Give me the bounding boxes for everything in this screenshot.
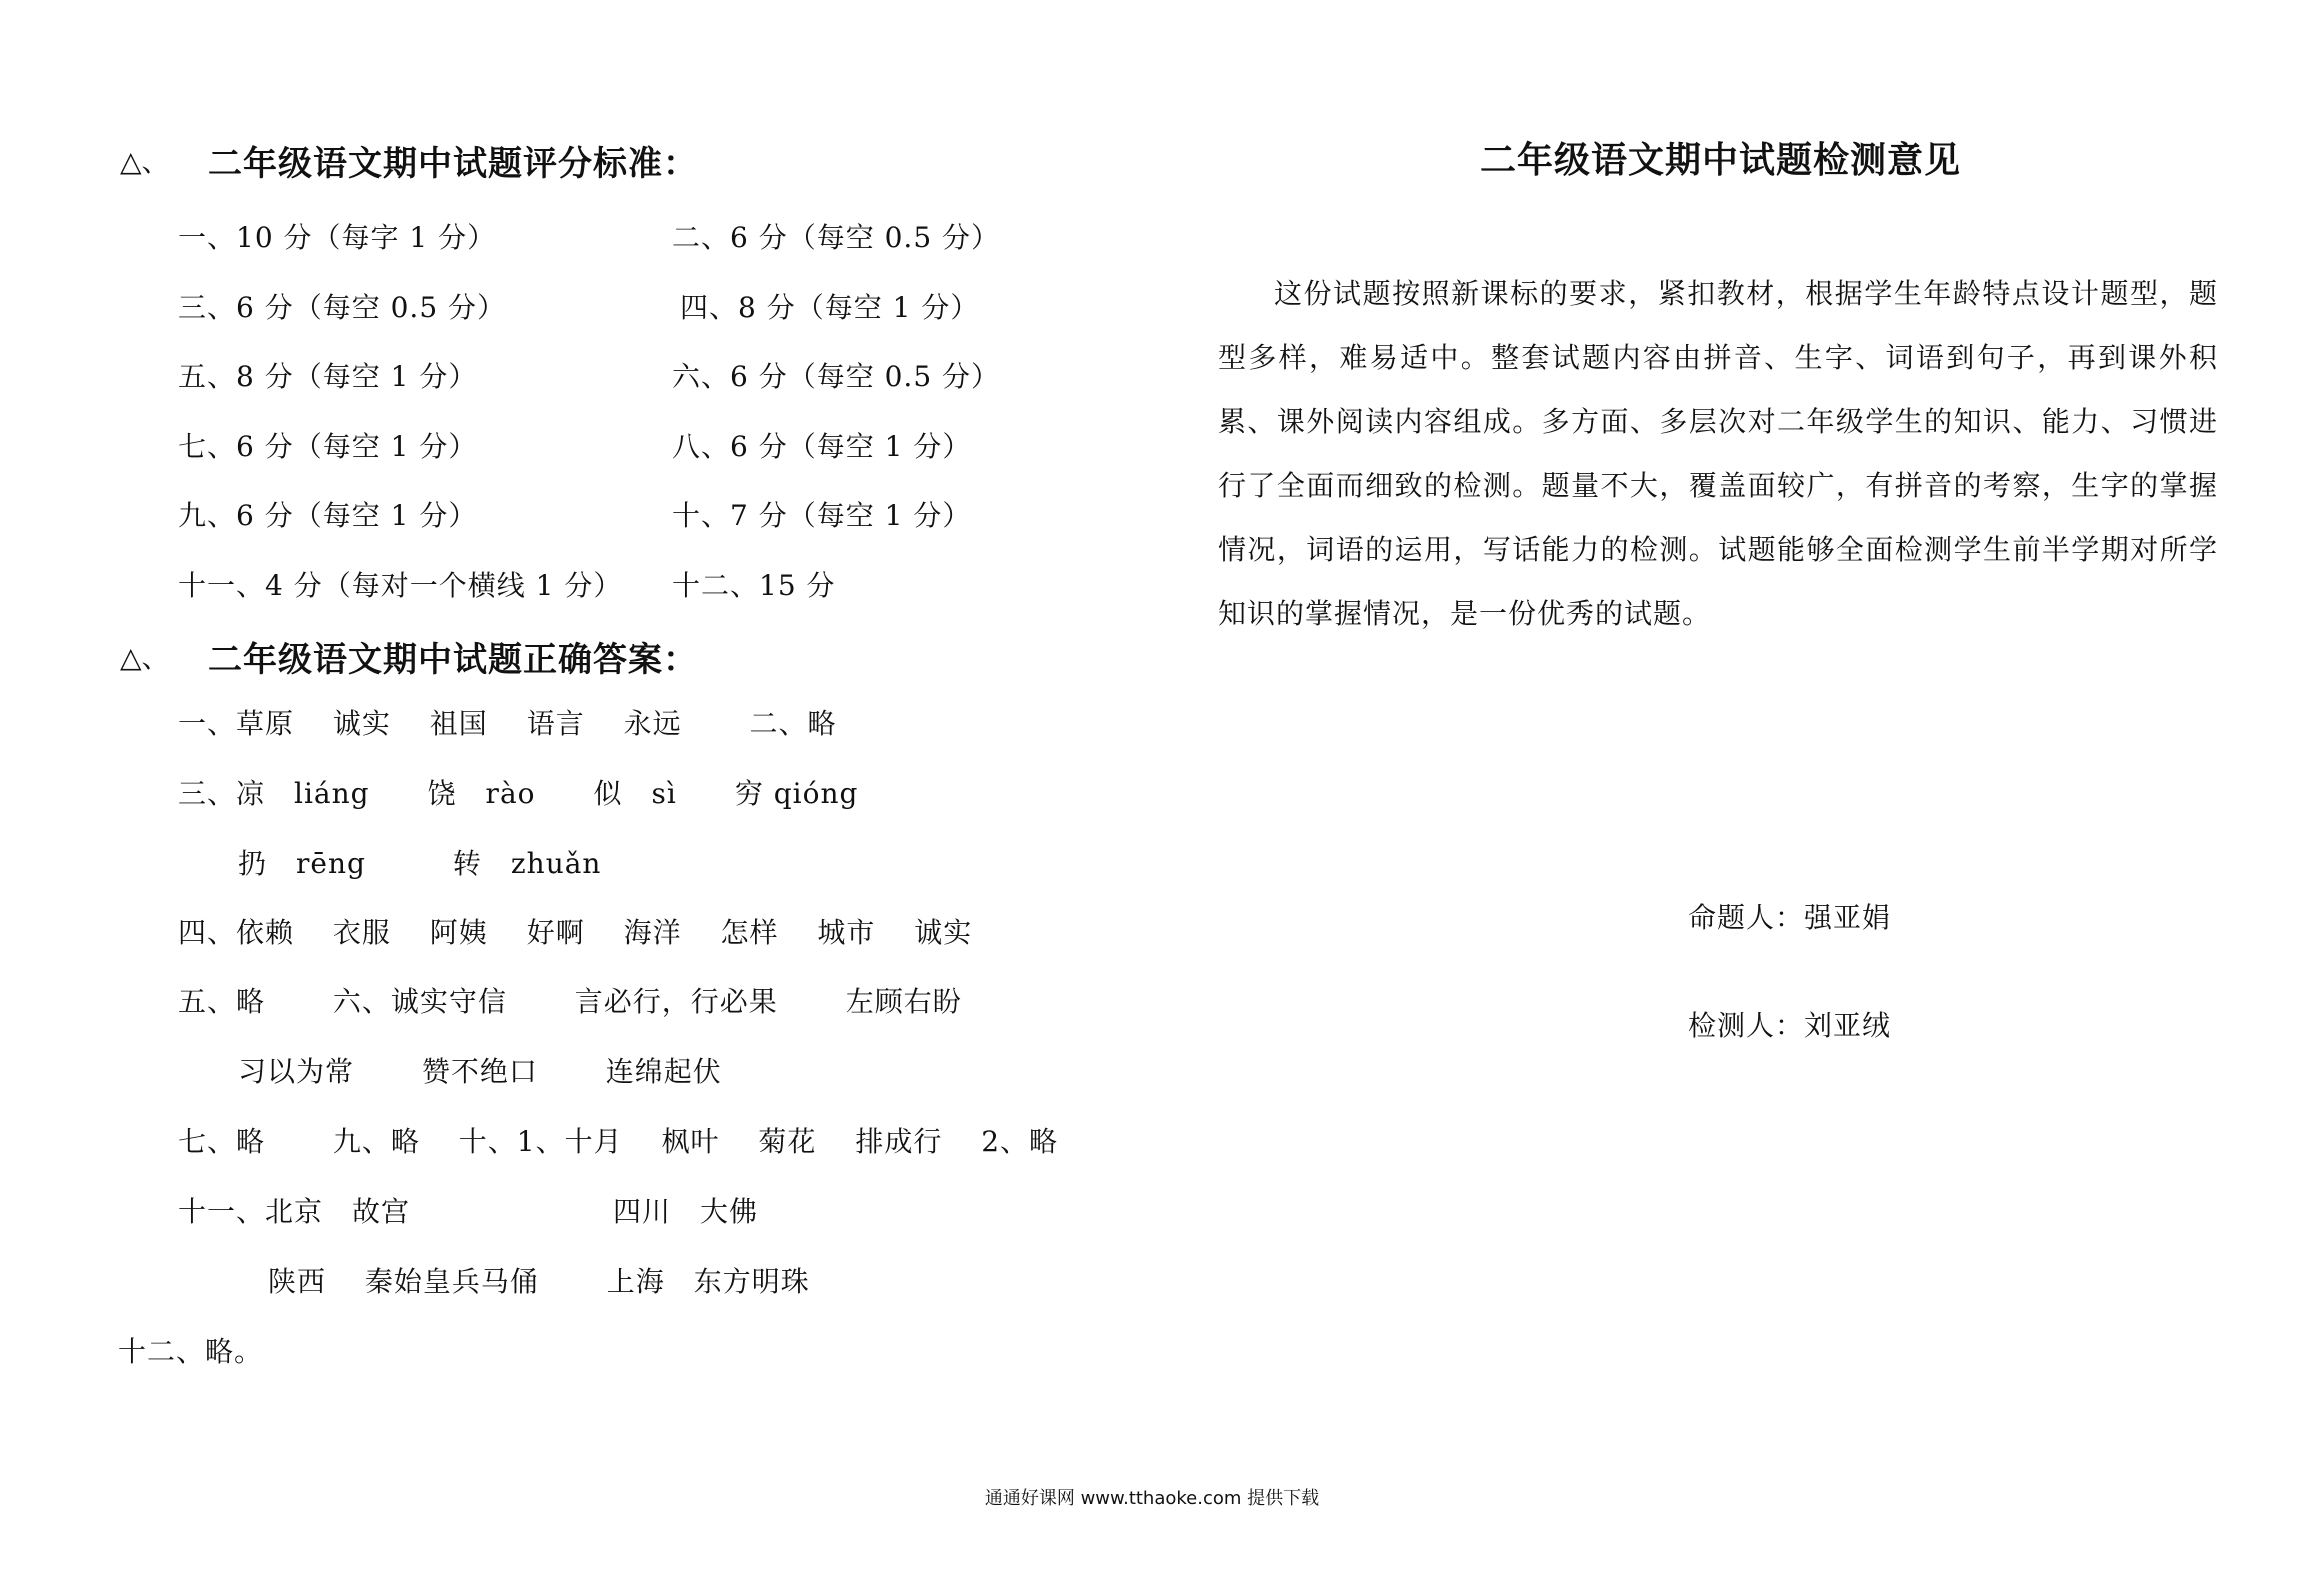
score-item-3: 三、6 分（每空 0.5 分） <box>178 291 507 324</box>
score-item-12: 十二、15 分 <box>672 569 836 602</box>
scoring-standard-heading: 二年级语文期中试题评分标准： <box>208 144 698 184</box>
section1-marker: △、 <box>120 145 170 178</box>
section2-marker: △、 <box>120 641 170 674</box>
score-item-2: 二、6 分（每空 0.5 分） <box>672 221 1001 254</box>
answer-line-11-cont: 陕西 秦始皇兵马俑 上海 东方明珠 <box>268 1265 810 1298</box>
answer-line-3: 三、凉 liáng 饶 rào 似 sì 穷 qióng <box>178 777 859 810</box>
score-item-10: 十、7 分（每空 1 分） <box>672 499 972 532</box>
answer-line-5-6: 五、略 六、诚实守信 言必行，行必果 左顾右盼 <box>178 985 962 1018</box>
score-item-7: 七、6 分（每空 1 分） <box>178 430 478 463</box>
score-item-11: 十一、4 分（每对一个横线 1 分） <box>178 569 623 602</box>
score-item-9: 九、6 分（每空 1 分） <box>178 499 478 532</box>
answer-line-6-cont: 习以为常 赞不绝口 连绵起伏 <box>238 1055 722 1088</box>
answer-line-7-10: 七、略 九、略 十、1、十月 枫叶 菊花 排成行 2、略 <box>178 1125 1059 1158</box>
answer-line-11: 十一、北京 故宫 四川 大佛 <box>178 1195 759 1228</box>
answer-line-1: 一、草原 诚实 祖国 语言 永远 二、略 <box>178 707 837 740</box>
score-item-1: 一、10 分（每字 1 分） <box>178 221 497 254</box>
footer-source: 通通好课网 www.tthaoke.com 提供下载 <box>984 1488 1320 1509</box>
answer-line-3-cont: 扔 rēng 转 zhuǎn <box>238 847 602 880</box>
review-title: 二年级语文期中试题检测意见 <box>1480 140 1962 181</box>
score-item-6: 六、6 分（每空 0.5 分） <box>672 360 1001 393</box>
answers-heading: 二年级语文期中试题正确答案： <box>208 640 698 680</box>
answer-line-4: 四、依赖 衣服 阿姨 好啊 海洋 怎样 城市 诚实 <box>178 916 973 949</box>
score-item-8: 八、6 分（每空 1 分） <box>672 430 972 463</box>
score-item-4: 四、8 分（每空 1 分） <box>680 291 980 324</box>
reviewer-line: 检测人：刘亚绒 <box>1688 1009 1892 1042</box>
answer-line-12: 十二、略。 <box>118 1335 264 1368</box>
author-line: 命题人：强亚娟 <box>1688 901 1892 934</box>
review-paragraph: 这份试题按照新课标的要求，紧扣教材，根据学生年龄特点设计题型，题型多样，难易适中。整套试题内容由拼音、生字、词语到句子，再到课外积累、课外阅读内容组成。多方面、多层次对二年级学生的知识、能力、习惯进行了全面而细致的检测。题量不大，覆盖面较广，有拼音的考察，生字的掌握情况，词语的运用，写话能力的检测。试题能够全面检测学生前半学期对所学知识的掌握情况，是一份优秀的试题。 <box>1218 277 2218 630</box>
score-item-5: 五、8 分（每空 1 分） <box>178 360 478 393</box>
